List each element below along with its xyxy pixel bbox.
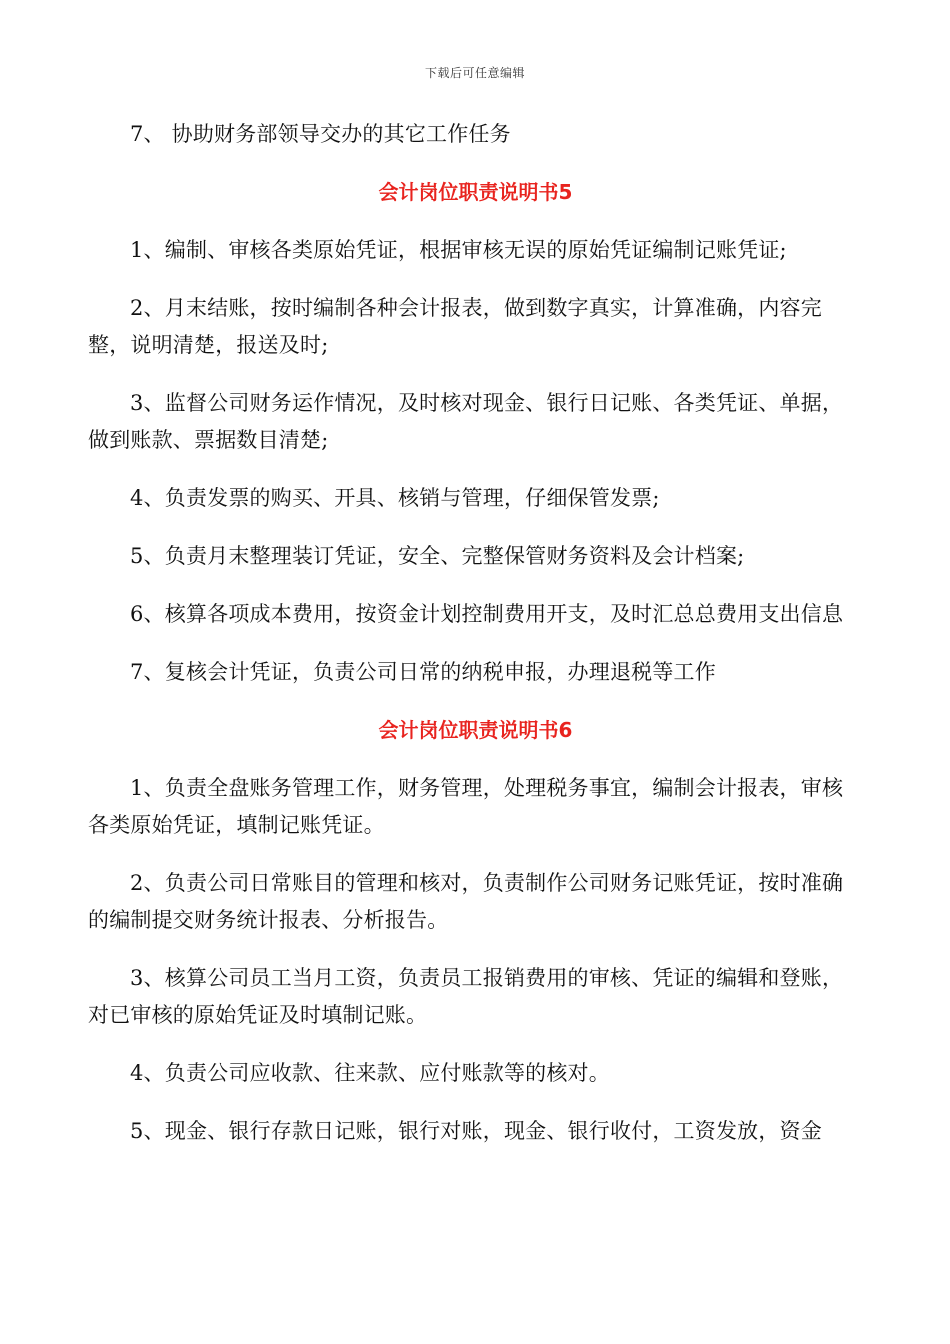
document-body — [88, 116, 863, 1150]
list-item: 1、负责全盘账务管理工作，财务管理，处理税务事宜，编制会计报表，审核各类原始凭证，填制记账凭证。 — [88, 776, 844, 837]
page-header: 下载后可任意编辑 — [424, 66, 525, 80]
list-item: 7、复核会计凭证，负责公司日常的纳税申报，办理退税等工作 — [130, 660, 716, 684]
list-item: 4、负责发票的购买、开具、核销与管理，仔细保管发票; — [130, 486, 660, 510]
list-item: 3、监督公司财务运作情况，及时核对现金、银行日记账、各类凭证、单据，做到账款、票据数目清楚; — [88, 391, 844, 452]
list-item: 2、月末结账，按时编制各种会计报表，做到数字真实，计算准确，内容完整，说明清楚，报送及时; — [88, 296, 822, 357]
list-item: 3、核算公司员工当月工资，负责员工报销费用的审核、凭证的编辑和登账，对已审核的原始凭证及时填制记账。 — [88, 966, 844, 1027]
list-item: 7、 协助财务部领导交办的其它工作任务 — [130, 122, 511, 146]
list-item: 4、负责公司应收款、往来款、应付账款等的核对。 — [130, 1061, 610, 1085]
list-item: 5、现金、银行存款日记账，银行对账，现金、银行收付，工资发放，资金 — [130, 1119, 822, 1143]
section-title-6: 会计岗位职责说明书6 — [378, 718, 573, 742]
list-item: 5、负责月末整理装订凭证，安全、完整保管财务资料及会计档案; — [130, 544, 745, 568]
section-title-5: 会计岗位职责说明书5 — [378, 180, 573, 204]
list-item: 1、编制、审核各类原始凭证，根据审核无误的原始凭证编制记账凭证; — [130, 238, 787, 262]
list-item: 2、负责公司日常账目的管理和核对，负责制作公司财务记账凭证，按时准确的编制提交财务统计报表、分析报告。 — [88, 871, 844, 932]
list-item: 6、核算各项成本费用，按资金计划控制费用开支，及时汇总总费用支出信息 — [130, 602, 844, 626]
